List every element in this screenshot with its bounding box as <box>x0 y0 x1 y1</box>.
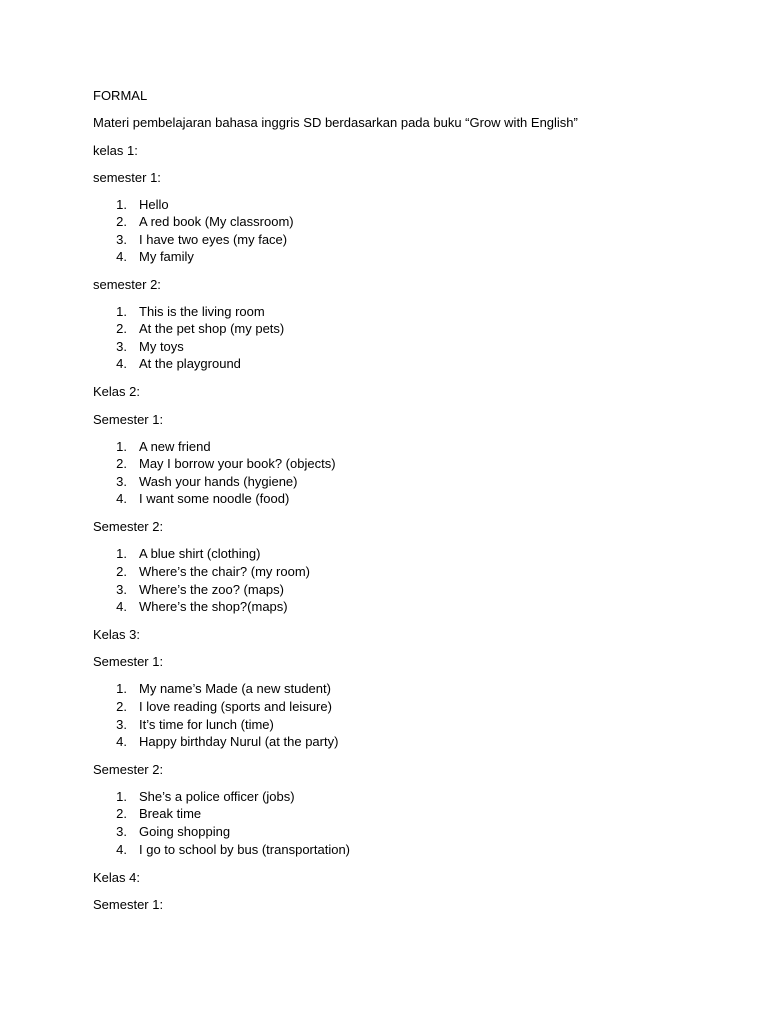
list-item-text: Wash your hands (hygiene) <box>139 474 298 489</box>
list-number: 4. <box>116 734 127 749</box>
list-number: 1. <box>116 546 127 561</box>
list-item-text: Where’s the chair? (my room) <box>139 564 310 579</box>
list-number: 2. <box>116 321 127 336</box>
list-item-text: At the playground <box>139 356 241 371</box>
list-number: 3. <box>116 474 127 489</box>
class-heading: Kelas 2: <box>93 384 140 399</box>
list-number: 4. <box>116 249 127 264</box>
list-number: 2. <box>116 456 127 471</box>
list-item-text: A new friend <box>139 439 211 454</box>
list-item-text: At the pet shop (my pets) <box>139 321 285 336</box>
semester-heading: Semester 2: <box>93 762 164 777</box>
class-heading: kelas 1: <box>93 143 138 158</box>
list-item-text: This is the living room <box>139 304 265 319</box>
list-number: 3. <box>116 339 127 354</box>
list-number: 3. <box>116 717 127 732</box>
list-number: 2. <box>116 214 127 229</box>
list-number: 4. <box>116 356 127 371</box>
list-item-text: A blue shirt (clothing) <box>139 546 261 561</box>
class-heading: Kelas 3: <box>93 627 140 642</box>
list-item-text: She’s a police officer (jobs) <box>139 789 295 804</box>
list-item-text: Going shopping <box>139 824 231 839</box>
semester-heading: Semester 1: <box>93 654 164 669</box>
semester-heading: Semester 1: <box>93 897 164 912</box>
list-number: 2. <box>116 564 127 579</box>
list-item-text: I go to school by bus (transportation) <box>139 842 351 857</box>
list-number: 4. <box>116 491 127 506</box>
list-item-text: My toys <box>139 339 184 354</box>
semester-heading: Semester 1: <box>93 412 164 427</box>
list-item-text: May I borrow your book? (objects) <box>139 456 336 471</box>
list-item-text: Where’s the shop?(maps) <box>139 599 288 614</box>
list-number: 3. <box>116 582 127 597</box>
list-number: 4. <box>116 842 127 857</box>
list-number: 1. <box>116 439 127 454</box>
list-number: 2. <box>116 806 127 821</box>
semester-heading: semester 1: <box>93 170 161 185</box>
intro-line: Materi pembelajaran bahasa inggris SD berdasarkan pada buku “Grow with English” <box>93 115 578 130</box>
semester-heading: semester 2: <box>93 277 161 292</box>
list-number: 1. <box>116 197 127 212</box>
list-number: 2. <box>116 699 127 714</box>
semester-heading: Semester 2: <box>93 519 164 534</box>
list-item-text: A red book (My classroom) <box>139 214 294 229</box>
list-item-text: Happy birthday Nurul (at the party) <box>139 734 339 749</box>
list-item-text: Hello <box>139 197 169 212</box>
list-item-text: Break time <box>139 806 202 821</box>
list-item-text: Where’s the zoo? (maps) <box>139 582 284 597</box>
list-item-text: I love reading (sports and leisure) <box>139 699 332 714</box>
list-item-text: I have two eyes (my face) <box>139 232 288 247</box>
list-number: 4. <box>116 599 127 614</box>
list-item-text: My family <box>139 249 194 264</box>
list-number: 1. <box>116 681 127 696</box>
list-item-text: I want some noodle (food) <box>139 491 290 506</box>
list-item-text: It’s time for lunch (time) <box>139 717 274 732</box>
list-number: 3. <box>116 232 127 247</box>
class-heading: Kelas 4: <box>93 870 140 885</box>
list-number: 1. <box>116 789 127 804</box>
list-number: 1. <box>116 304 127 319</box>
document-heading: FORMAL <box>93 88 148 103</box>
list-number: 3. <box>116 824 127 839</box>
list-item-text: My name’s Made (a new student) <box>139 681 331 696</box>
